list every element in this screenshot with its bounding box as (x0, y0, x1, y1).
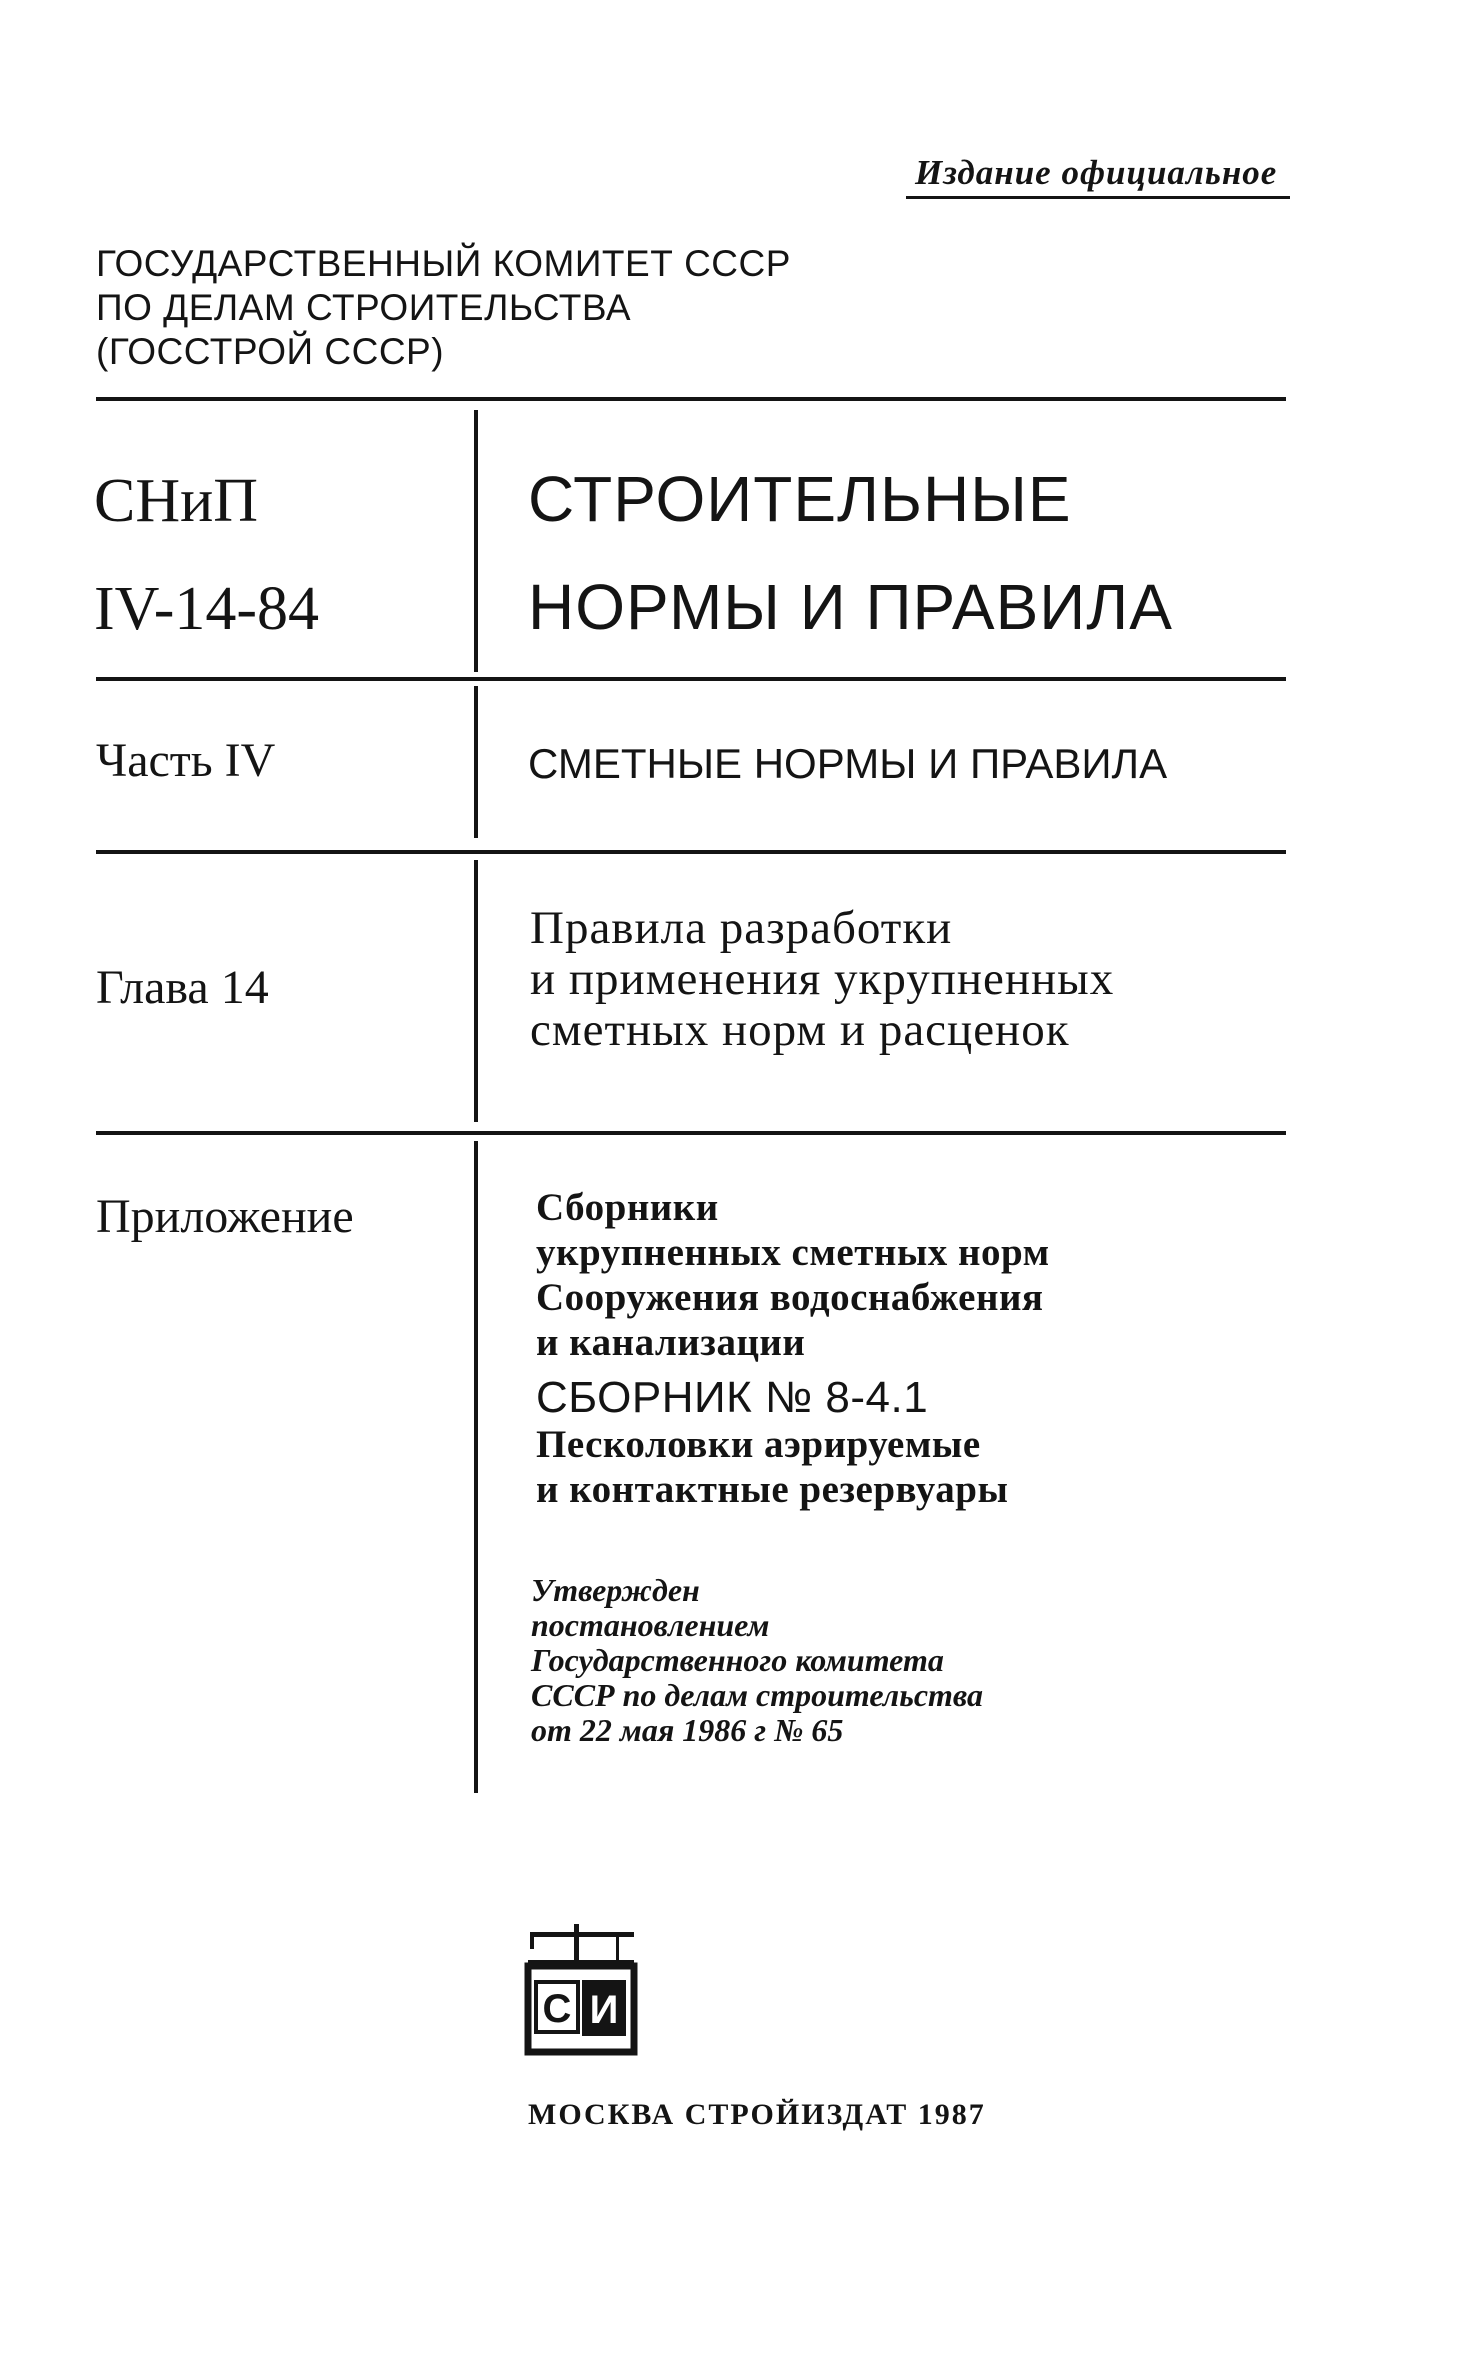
collection-line: Сборники (536, 1186, 719, 1229)
approval-note (531, 1573, 983, 1748)
collection-block (536, 1185, 1050, 1512)
official-edition-underline (906, 196, 1290, 199)
svg-text:И: И (589, 1988, 619, 2032)
approval-line: постановлением (531, 1607, 770, 1643)
collection-line: Сооружения водоснабжения (536, 1276, 1044, 1319)
collection-line: и контактные резервуары (536, 1468, 1009, 1511)
column-divider-appendix (474, 1141, 478, 1793)
stroyizdat-logo (522, 1922, 642, 2056)
crane-logo-icon (522, 1922, 642, 2056)
committee-block (96, 242, 791, 374)
chapter-title-line: и применения укрупненных (530, 953, 1115, 1005)
committee-line: ГОСУДАРСТВЕННЫЙ КОМИТЕТ СССР (96, 243, 791, 284)
document-title-line2: НОРМЫ И ПРАВИЛА (528, 571, 1173, 643)
document-title-line1: СТРОИТЕЛЬНЫЕ (528, 463, 1072, 535)
chapter-title (530, 903, 1114, 1056)
approval-line: от 22 мая 1986 г № 65 (531, 1712, 844, 1748)
divider-top (96, 397, 1286, 401)
chapter-title-line: Правила разработки (530, 902, 953, 954)
approval-line: Утвержден (531, 1572, 700, 1608)
column-divider-title (474, 410, 478, 672)
divider-title (96, 677, 1286, 681)
chapter-title-line: сметных норм и расценок (530, 1004, 1070, 1056)
document-code-line1: СНиП (94, 467, 259, 535)
svg-text:С: С (542, 1987, 572, 2031)
official-edition-label: Издание официальное (915, 153, 1278, 192)
chapter-label: Глава 14 (96, 961, 269, 1014)
collection-line: Песколовки аэрируемые (536, 1423, 981, 1466)
approval-line: СССР по делам строительства (531, 1677, 983, 1713)
divider-chapter (96, 1131, 1286, 1135)
column-divider-part (474, 686, 478, 838)
collection-line: и канализации (536, 1321, 806, 1364)
publisher-imprint: МОСКВА СТРОЙИЗДАТ 1987 (528, 2098, 986, 2131)
part-title: СМЕТНЫЕ НОРМЫ И ПРАВИЛА (528, 740, 1168, 787)
approval-line: Государственного комитета (531, 1642, 944, 1678)
divider-part (96, 850, 1286, 854)
collection-line: укрупненных сметных норм (536, 1231, 1050, 1274)
column-divider-chapter (474, 860, 478, 1122)
document-code-line2: IV-14-84 (94, 575, 320, 643)
part-label: Часть IV (96, 734, 276, 787)
committee-line: (ГОССТРОЙ СССР) (96, 331, 445, 372)
committee-line: ПО ДЕЛАМ СТРОИТЕЛЬСТВА (96, 287, 632, 328)
collection-number: СБОРНИК № 8-4.1 (536, 1373, 929, 1422)
appendix-label: Приложение (96, 1190, 354, 1243)
